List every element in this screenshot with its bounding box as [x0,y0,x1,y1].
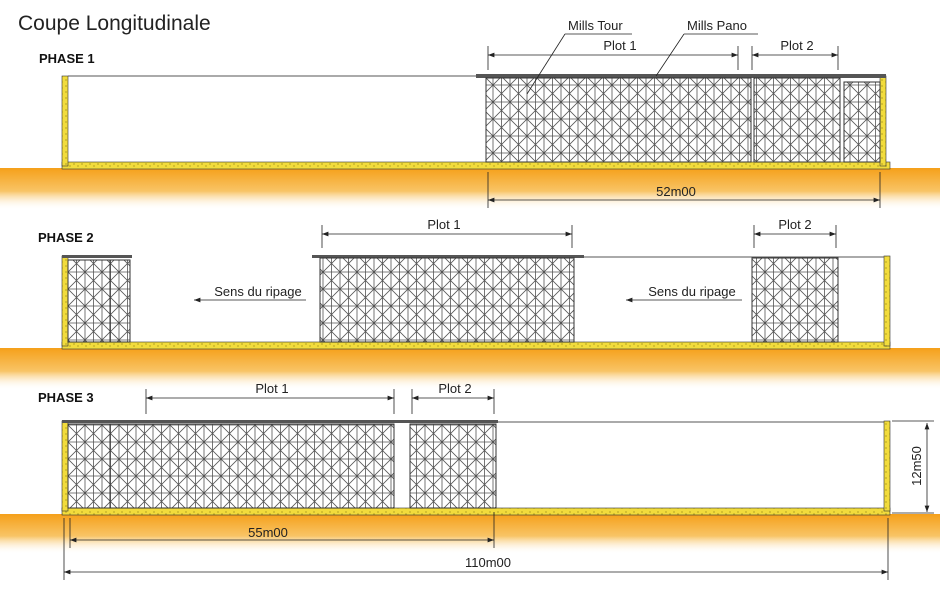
phase-3-ground [0,514,940,554]
phase-1-end-scaffold [844,82,880,162]
phase-2-floor-slab [62,342,890,349]
phase-3-section [0,381,940,580]
phase-1-ground [0,168,940,210]
phase-1-length-label: 52m00 [656,184,696,199]
phase-3-plot2-scaffold [410,424,496,508]
phase-3-partial-label: 55m00 [248,525,288,540]
phase-2-right-direction-label: Sens du ripage [648,284,736,299]
phase-2-left-wall [62,256,68,346]
phase-1-section [0,18,940,210]
phase-2-left-scaffold-b [110,260,130,342]
phase-2-plot1-scaffold [320,258,574,342]
phase-3-left-wall [62,421,68,511]
phase-2-plot2-scaffold [752,258,838,342]
phase-3-height-label: 12m50 [909,446,924,486]
phase-1-plot1-scaffold [486,78,751,162]
phase-3-right-wall [884,421,890,511]
phase-2-plot1-label: Plot 1 [427,217,461,232]
phase-3-plot1-label: Plot 1 [255,381,289,396]
phase-2-left-scaffold [68,260,110,342]
phase-1-right-wall [880,76,886,166]
mills-tour-label: Mills Tour [568,18,623,33]
phase-3-floor-slab [62,508,890,515]
phase-1-plot2-label: Plot 2 [780,38,814,53]
phase-3-plot1-scaffold [110,424,394,508]
phase-3-plot2-label: Plot 2 [438,381,472,396]
phase-3-total-label: 110m00 [464,555,512,570]
diagram-title: Coupe Longitudinale [18,12,211,35]
phase-2-plot2-label: Plot 2 [778,217,812,232]
phase-1-label: PHASE 1 [39,51,95,66]
phase-2-label: PHASE 2 [38,230,94,245]
phase-2-left-direction-label: Sens du ripage [214,284,302,299]
phase-1-plot2-scaffold [754,78,840,162]
phase-3-label: PHASE 3 [38,390,94,405]
phase-3-left-scaffold [68,424,110,508]
phase-1-plot1-label: Plot 1 [603,38,637,53]
phase-2-right-wall [884,256,890,346]
phase-1-left-wall [62,76,68,166]
phase-1-floor-slab [62,162,890,169]
phase-2-section [0,217,940,390]
mills-pano-label: Mills Pano [687,18,747,33]
